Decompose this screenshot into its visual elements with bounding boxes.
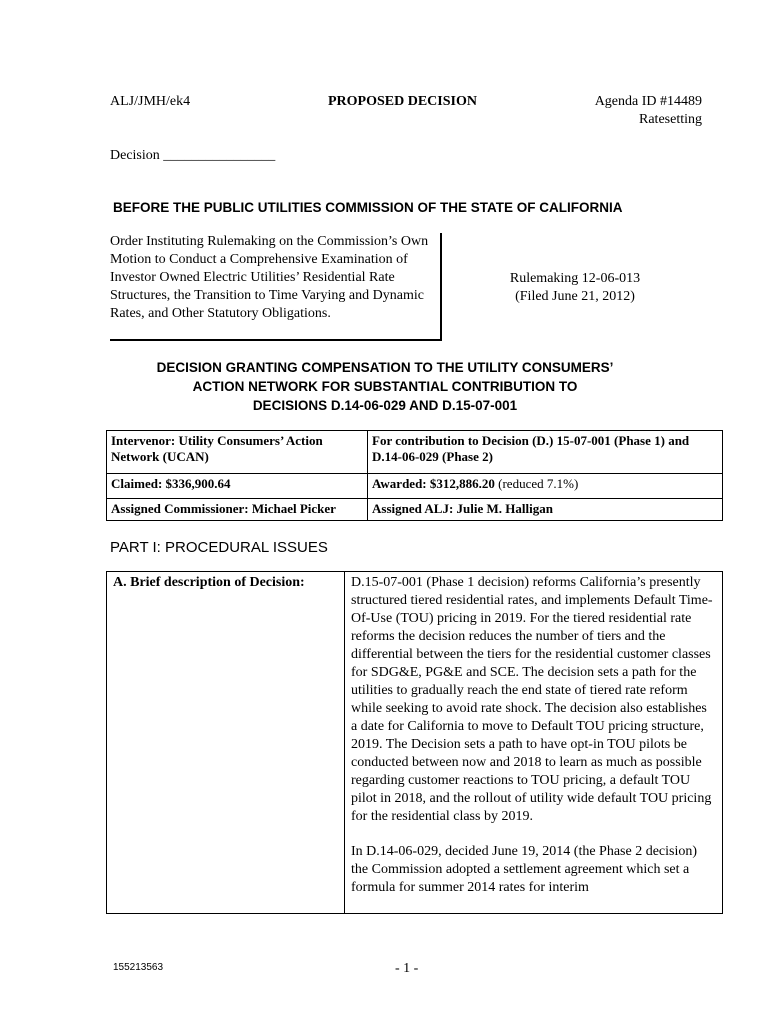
caption-line: Rates, and Other Statutory Obligations. [110,306,331,321]
decision-number-line: Decision ________________ [110,148,276,163]
alj-cell: Assigned ALJ: Julie M. Halligan [368,499,723,521]
caption-line: Investor Owned Electric Utilities’ Residential Rate [110,270,395,285]
decision-title [100,358,670,415]
decision-title-line: DECISIONS D.14-06-029 AND D.15-07-001 [252,398,518,413]
reduced-percent: (reduced 7.1%) [498,476,579,491]
decision-title-line: DECISION GRANTING COMPENSATION TO THE UTILITY CONSUMERS’ [156,360,614,375]
commissioner-cell: Assigned Commissioner: Michael Picker [107,499,368,521]
awarded-cell [368,474,723,499]
description-paragraph: In D.14-06-029, decided June 19, 2014 (the Phase 2 decision) the Commission adopted a settlement agreement which set a formula for summer 2014 rates for interim [351,844,698,895]
brief-description-label: A. Brief description of Decision: [107,572,345,914]
header-ratesetting: Ratesetting [639,112,702,127]
footer-doc-number: 155213563 [113,962,164,973]
intervenor-cell: Intervenor: Utility Consumers’ Action Network (UCAN) [107,431,368,474]
description-paragraph: D.15-07-001 (Phase 1 decision) reforms California’s presently structured tiered residential rates, and implements Default Time-Of-Use (TOU) pricing in 2019. For the tiered residential rate reforms the decision reduces the number of tiers and the differential between the tiers for the residential customer classes for SDG&E, PG&E and SCE. The decision sets a path for the utilities to gradually reach the end state of tiered rate reform while seeking to avoid rate shock. The decision also establishes a date for California to move to Default TOU pricing structure, 2019. The Decision sets a path to have opt-in TOU pilots be conducted between now and 2018 to learn as much as possible regarding customer reactions to TOU pricing, a default TOU pilot in 2018, and the rollout of utility wide default TOU pricing for the residential class by 2019. [351,575,713,824]
header-agenda-id: Agenda ID #14489 [594,94,702,109]
caption-line: Structures, the Transition to Time Varying and Dynamic [110,288,424,303]
claimed-cell: Claimed: $336,900.64 [107,474,368,499]
rulemaking-number: Rulemaking 12-06-013 [509,271,641,286]
page-number: - 1 - [395,961,419,976]
caption-box [110,233,442,341]
court-title: BEFORE THE PUBLIC UTILITIES COMMISSION OF THE STATE OF CALIFORNIA [113,200,623,215]
filed-date: (Filed June 21, 2012) [515,289,635,304]
part1-heading: PART I: PROCEDURAL ISSUES [110,539,328,556]
decision-title-line: ACTION NETWORK FOR SUBSTANTIAL CONTRIBUTION TO [192,379,578,394]
header-proposed-decision: PROPOSED DECISION [328,94,477,109]
header-left: ALJ/JMH/ek4 [110,94,191,109]
brief-description-cell [345,572,723,914]
contribution-cell: For contribution to Decision (D.) 15-07-001 (Phase 1) and D.14-06-029 (Phase 2) [368,431,723,474]
caption-line: Motion to Conduct a Comprehensive Examination of [110,252,408,267]
awarded-amount: Awarded: $312,886.20 [372,476,495,491]
caption-line: Order Instituting Rulemaking on the Commission’s Own [110,234,429,249]
part1-table [106,571,723,914]
summary-table [106,430,723,521]
